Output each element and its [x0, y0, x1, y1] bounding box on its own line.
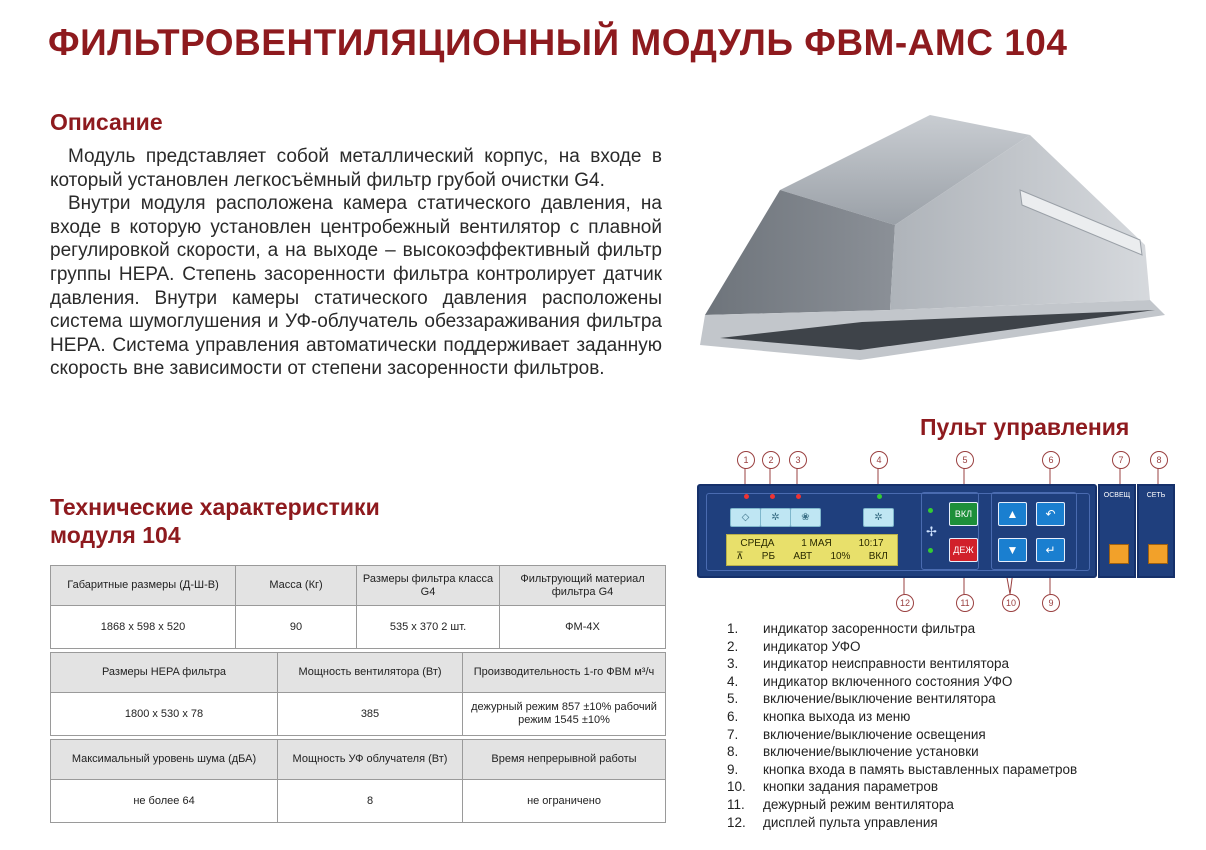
legend-text: кнопка выхода из меню — [763, 708, 911, 724]
spec-header: Размеры фильтра класса G4 — [357, 566, 500, 606]
filter-led — [744, 494, 749, 499]
legend-item — [727, 743, 1077, 761]
spec-value: не ограничено — [463, 780, 666, 823]
legend-num: 7. — [727, 726, 739, 742]
callout-8: 8 — [1150, 451, 1168, 469]
spec-value: 1868 х 598 х 520 — [51, 606, 236, 649]
legend-item — [727, 761, 1077, 779]
legend-item — [727, 726, 1077, 744]
spec-header: Мощность вентилятора (Вт) — [278, 653, 463, 693]
spec-table-3 — [50, 739, 666, 823]
legend-text: кнопки задания параметров — [763, 779, 939, 795]
legend-item — [727, 655, 1077, 673]
fan-indicator-icon: ❀ — [790, 508, 821, 527]
lcd-speed: 10% — [830, 551, 851, 562]
callout-3: 3 — [789, 451, 807, 469]
spec-table-2 — [50, 652, 666, 736]
spec-header: Фильтрующий материал фильтра G4 — [500, 566, 666, 606]
legend-item — [727, 778, 1077, 796]
legend-item — [727, 708, 1077, 726]
spec-value: не более 64 — [51, 780, 278, 823]
power-switch-label: СЕТЬ — [1146, 492, 1166, 499]
spec-header: Производительность 1-го ФВМ м³/ч — [463, 653, 666, 693]
legend-item — [727, 814, 1077, 832]
legend-num: 4. — [727, 673, 739, 689]
spec-header: Максимальный уровень шума (дБА) — [51, 740, 278, 780]
legend-num: 2. — [727, 638, 739, 654]
uv-indicator-icon: ✲ — [760, 508, 791, 527]
legend-num: 10. — [727, 779, 746, 795]
lcd-state: ВКЛ — [868, 551, 888, 562]
uv-on-led — [877, 494, 882, 499]
spec-value: дежурный режим 857 ±10% рабочий режим 1545 ±10% — [463, 693, 666, 736]
spec-header: Масса (Кг) — [236, 566, 357, 606]
callout-6: 6 — [1042, 451, 1060, 469]
callout-7: 7 — [1112, 451, 1130, 469]
page-title: ФИЛЬТРОВЕНТИЛЯЦИОННЫЙ МОДУЛЬ ФВМ-АМС 104 — [48, 22, 1068, 63]
lcd-time: 10:17 — [858, 538, 884, 549]
duty-led — [928, 548, 933, 553]
callout-1: 1 — [737, 451, 755, 469]
lcd-arrow-icon: ⊼ — [736, 551, 744, 562]
legend-item — [727, 673, 1077, 691]
legend-num: 5. — [727, 691, 739, 707]
power-switch-block — [1137, 484, 1175, 578]
fan-fault-led — [796, 494, 801, 499]
power-switch-button[interactable] — [1148, 544, 1168, 564]
callout-12: 12 — [896, 594, 914, 612]
panel-heading: Пульт управления — [920, 414, 1130, 440]
spec-table-1 — [50, 565, 666, 649]
uv-led — [770, 494, 775, 499]
lcd-day: СРЕДА — [740, 538, 775, 549]
spec-value: 90 — [236, 606, 357, 649]
legend-num: 11. — [727, 796, 745, 812]
description-paragraph-1: Модуль представляет собой металлический корпус, на входе в который установлен легкосъёмный фильтр грубой очистки G4. — [50, 146, 662, 191]
light-switch-block — [1098, 484, 1136, 578]
callout-11: 11 — [956, 594, 974, 612]
up-arrow-button[interactable]: ▲ — [998, 502, 1027, 526]
duty-mode-button[interactable]: ДЕЖ — [949, 538, 978, 562]
specs-heading — [50, 493, 380, 549]
menu-exit-button[interactable]: ↶ — [1036, 502, 1065, 526]
spec-value: ФМ-4Х — [500, 606, 666, 649]
uv-state-indicator-icon: ✲ — [863, 508, 894, 527]
fan-icon: ✢ — [926, 524, 937, 539]
legend-text: индикатор включенного состояния УФО — [763, 673, 1013, 689]
enter-button[interactable]: ↵ — [1036, 538, 1065, 562]
legend-num: 9. — [727, 761, 739, 777]
light-switch-label: ОСВЕЩ — [1103, 492, 1131, 499]
legend-text: индикатор засоренности фильтра — [763, 621, 976, 636]
legend-text: индикатор неисправности вентилятора — [763, 656, 1010, 672]
legend-num: 3. — [727, 656, 739, 672]
light-switch-button[interactable] — [1109, 544, 1129, 564]
callout-9: 9 — [1042, 594, 1060, 612]
module-illustration — [700, 110, 1180, 385]
spec-header: Мощность УФ облучателя (Вт) — [278, 740, 463, 780]
legend-text: индикатор УФО — [763, 638, 861, 654]
legend-text: дежурный режим вентилятора — [763, 796, 954, 812]
legend-item — [727, 796, 1077, 814]
spec-header: Размеры HEPA фильтра — [51, 653, 278, 693]
down-arrow-button[interactable]: ▼ — [998, 538, 1027, 562]
callout-5: 5 — [956, 451, 974, 469]
legend-text: включение/выключение освещения — [763, 726, 986, 742]
legend-num: 6. — [727, 708, 739, 724]
spec-value: 1800 х 530 х 78 — [51, 693, 278, 736]
callout-4: 4 — [870, 451, 888, 469]
lcd-display — [726, 534, 898, 566]
lcd-mode-auto: АВТ — [793, 551, 813, 562]
spec-value: 8 — [278, 780, 463, 823]
control-panel — [697, 484, 1097, 578]
lcd-date: 1 МАЯ — [801, 538, 832, 549]
description-text — [50, 145, 662, 381]
legend-num: 1. — [727, 621, 739, 636]
legend-text: включение/выключение установки — [763, 744, 979, 760]
lcd-mode-work: РБ — [761, 551, 776, 562]
legend-num: 12. — [727, 814, 746, 830]
legend-item — [727, 690, 1077, 708]
callout-10: 10 — [1002, 594, 1020, 612]
callout-2: 2 — [762, 451, 780, 469]
spec-header: Габаритные размеры (Д-Ш-В) — [51, 566, 236, 606]
legend-text: включение/выключение вентилятора — [763, 691, 996, 707]
spec-value: 535 х 370 2 шт. — [357, 606, 500, 649]
legend-item — [727, 638, 1077, 656]
legend-item — [727, 620, 1077, 638]
spec-header: Время непрерывной работы — [463, 740, 666, 780]
description-paragraph-2: Внутри модуля расположена камера статического давления, на входе в которую установлен центробежный вентилятор с плавной регулировкой скорости, а на выходе – высокоэффективный фильтр группы HEPA. Степень засоренности фильтра контролирует датчик давления. Внутри камеры статического давления расположены система шумоглушения и УФ-облучатель обеззараживания фильтра HEPA. Система управления автоматически поддерживает заданную скорость вне зависимости от степени засоренности фильтров. — [50, 193, 662, 380]
panel-legend — [727, 620, 1077, 831]
legend-text: дисплей пульта управления — [763, 814, 938, 830]
legend-num: 8. — [727, 744, 739, 760]
fan-on-led — [928, 508, 933, 513]
spec-value: 385 — [278, 693, 463, 736]
filter-indicator-icon: ◇ — [730, 508, 761, 527]
specs-heading-line2: модуля 104 — [50, 522, 181, 548]
legend-text: кнопка входа в память выставленных параметров — [763, 761, 1078, 777]
specs-heading-line1: Технические характеристики — [50, 494, 380, 520]
description-heading: Описание — [50, 109, 163, 135]
fan-on-button[interactable]: ВКЛ — [949, 502, 978, 526]
